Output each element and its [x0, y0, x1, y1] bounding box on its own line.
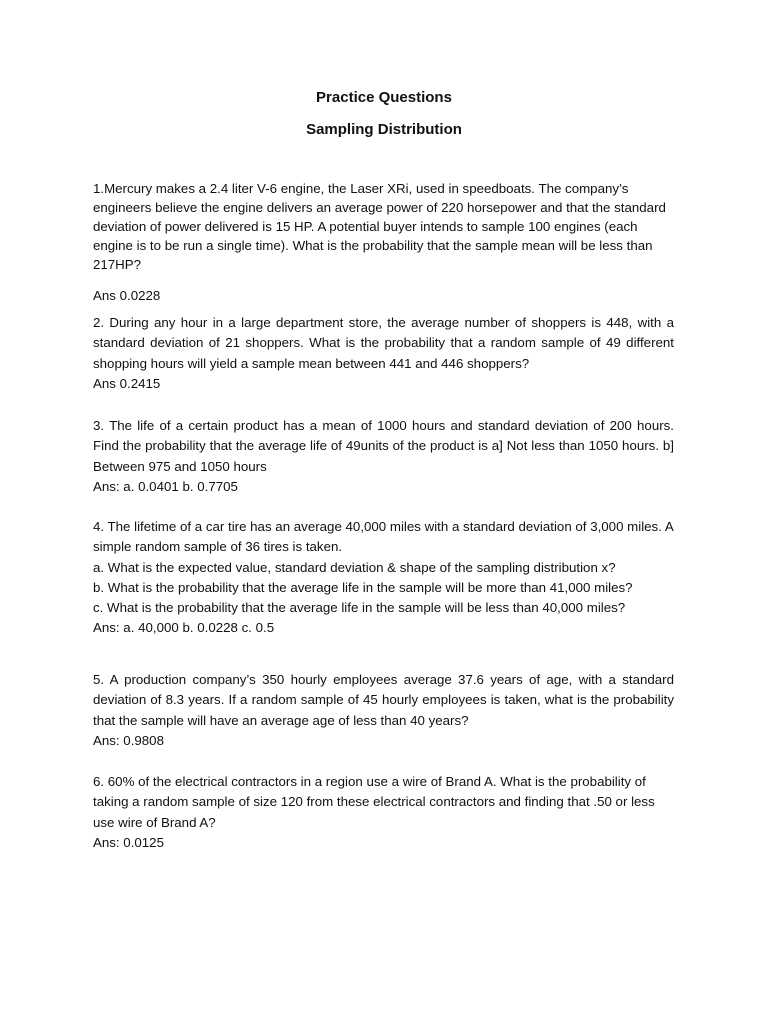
- question-5: [93, 670, 674, 751]
- question-4: [93, 517, 674, 639]
- question-6-text: 6. 60% of the electrical contractors in a region use a wire of Brand A. What is the probability of taking a random sample of size 120 from these electrical contractors and finding that .50 or less use wire of Brand A?: [93, 774, 655, 830]
- question-5-text: 5. A production company’s 350 hourly employees average 37.6 years of age, with a standard deviation of 8.3 years. If a random sample of 45 hourly employees is taken, what is the probability that the sample will have an average age of less than 40 years?: [93, 672, 674, 728]
- question-3: [93, 416, 674, 497]
- question-2-text: 2. During any hour in a large department store, the average number of shoppers is 448, with a standard deviation of 21 shoppers. What is the probability that a random sample of 49 different shopping hours will yield a sample mean between 441 and 446 shoppers?: [93, 315, 674, 371]
- question-5-answer: Ans: 0.9808: [93, 732, 164, 748]
- question-3-answer: Ans: a. 0.0401 b. 0.7705: [93, 478, 238, 494]
- question-1-text: 1.Mercury makes a 2.4 liter V-6 engine, the Laser XRi, used in speedboats. The company’s engineers believe the engine delivers an average power of 220 horsepower and that the standard deviation of power delivered is 15 HP. A potential buyer intends to sample 100 engines (each engine is to be run a single time). What is the probability that the sample mean will be less than 217HP?: [93, 181, 666, 272]
- question-4-answer: Ans: a. 40,000 b. 0.0228 c. 0.5: [93, 620, 275, 636]
- question-3-text: 3. The life of a certain product has a mean of 1000 hours and standard deviation of 200 hours. Find the probability that the average life of 49units of the product is a] Not less than 1050 hours. b] Between 975 and 1050 hours: [93, 418, 674, 474]
- question-1-answer-block: [93, 286, 674, 305]
- page-title: Practice Questions: [316, 89, 452, 106]
- question-4-part-c: c. What is the probability that the average life in the sample will be less than 40,000 miles?: [93, 600, 626, 616]
- question-6-answer: Ans: 0.0125: [93, 834, 164, 850]
- question-4-part-a: a. What is the expected value, standard deviation & shape of the sampling distribution x?: [93, 559, 616, 575]
- question-4-text: 4. The lifetime of a car tire has an average 40,000 miles with a standard deviation of 3,000 miles. A simple random sample of 36 tires is taken.: [93, 519, 673, 555]
- question-4-part-b: b. What is the probability that the average life in the sample will be more than 41,000 miles?: [93, 579, 633, 595]
- question-2-answer: Ans 0.2415: [93, 375, 161, 391]
- question-1-answer: Ans 0.0228: [93, 288, 161, 303]
- question-1: [93, 179, 674, 274]
- question-6: [93, 772, 674, 853]
- question-2: [93, 313, 674, 394]
- page-subtitle: Sampling Distribution: [306, 121, 462, 138]
